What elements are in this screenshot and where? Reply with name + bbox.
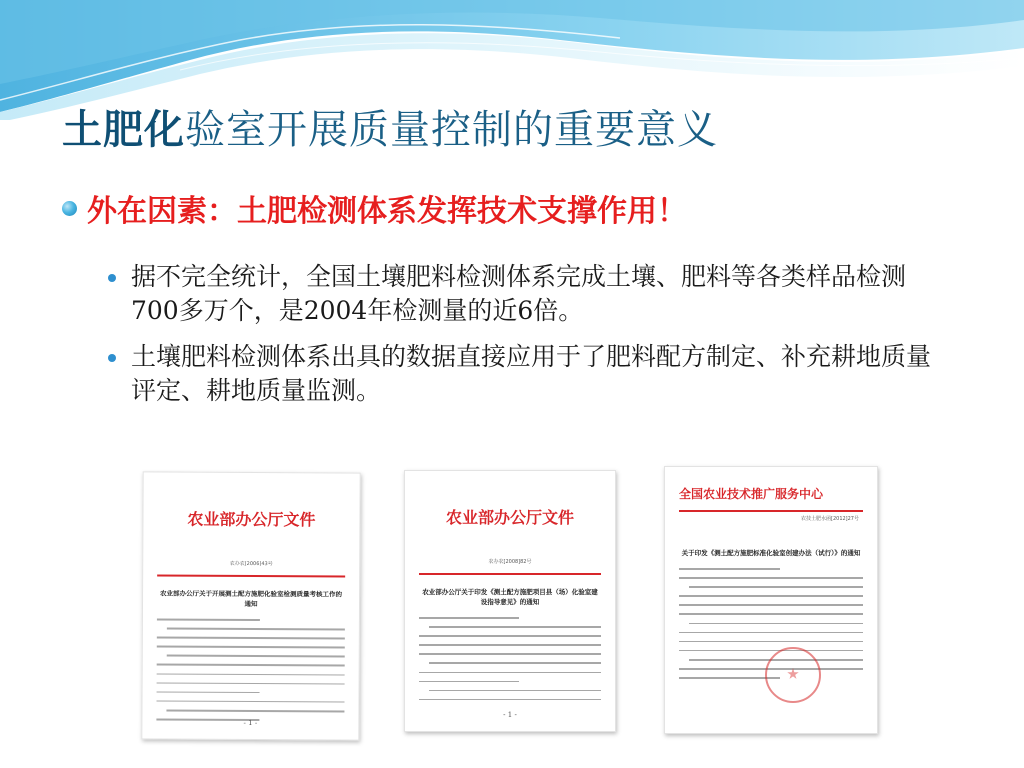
document-number: 农办农[2008]82号 [488, 559, 532, 565]
slide-title [62, 98, 718, 155]
document-title: 农业部办公厅关于开展测土配方施肥化验室检测质量考核工作的通知 [160, 589, 343, 609]
bullet-dot-icon [108, 354, 116, 362]
document-red-rule [419, 573, 601, 575]
sub-point-text: 土壤肥料检测体系出具的数据直接应用于了肥料配方制定、补充耕地质量评定、耕地质量监测。 [131, 342, 932, 405]
slide-title-strong: 土肥化 [62, 107, 185, 153]
document-title: 关于印发《测土配方施肥标准化验室创建办法（试行）》的通知 [681, 549, 861, 557]
bullet-dot-icon [62, 201, 77, 216]
document-header: 全国农业技术推广服务中心 [679, 487, 824, 501]
list-item [108, 340, 968, 408]
document-header: 农业部办公厅文件 [187, 509, 316, 530]
document-page-number: - 1 - [243, 718, 258, 728]
main-bullet [62, 186, 687, 230]
document-image-3 [664, 466, 878, 734]
document-header: 农业部办公厅文件 [445, 508, 574, 527]
document-title: 农业部办公厅关于印发《测土配方施肥项目县（场）化验室建设指导意见》的通知 [422, 588, 598, 606]
document-red-rule [679, 510, 863, 512]
document-body-lines [156, 619, 345, 722]
document-red-rule [157, 575, 345, 578]
official-seal-icon [765, 647, 821, 703]
document-body-lines [419, 617, 601, 700]
document-image-2 [404, 470, 616, 732]
document-page-number: - 1 - [503, 711, 517, 719]
list-item [108, 260, 968, 328]
document-image-1 [141, 471, 360, 740]
bullet-dot-icon [108, 274, 116, 282]
main-point-text: 外在因素：土肥检测体系发挥技术支撑作用！ [87, 194, 687, 229]
sub-point-list [108, 260, 968, 420]
document-number: 农技土肥水函[2012]27号 [801, 516, 859, 522]
slide-title-rest: 验室开展质量控制的重要意义 [185, 107, 718, 153]
sub-point-text: 据不完全统计，全国土壤肥料检测体系完成土壤、肥料等各类样品检测700多万个，是2004年检测量的近6倍。 [131, 262, 907, 325]
document-number: 农办农[2006]43号 [229, 560, 273, 568]
